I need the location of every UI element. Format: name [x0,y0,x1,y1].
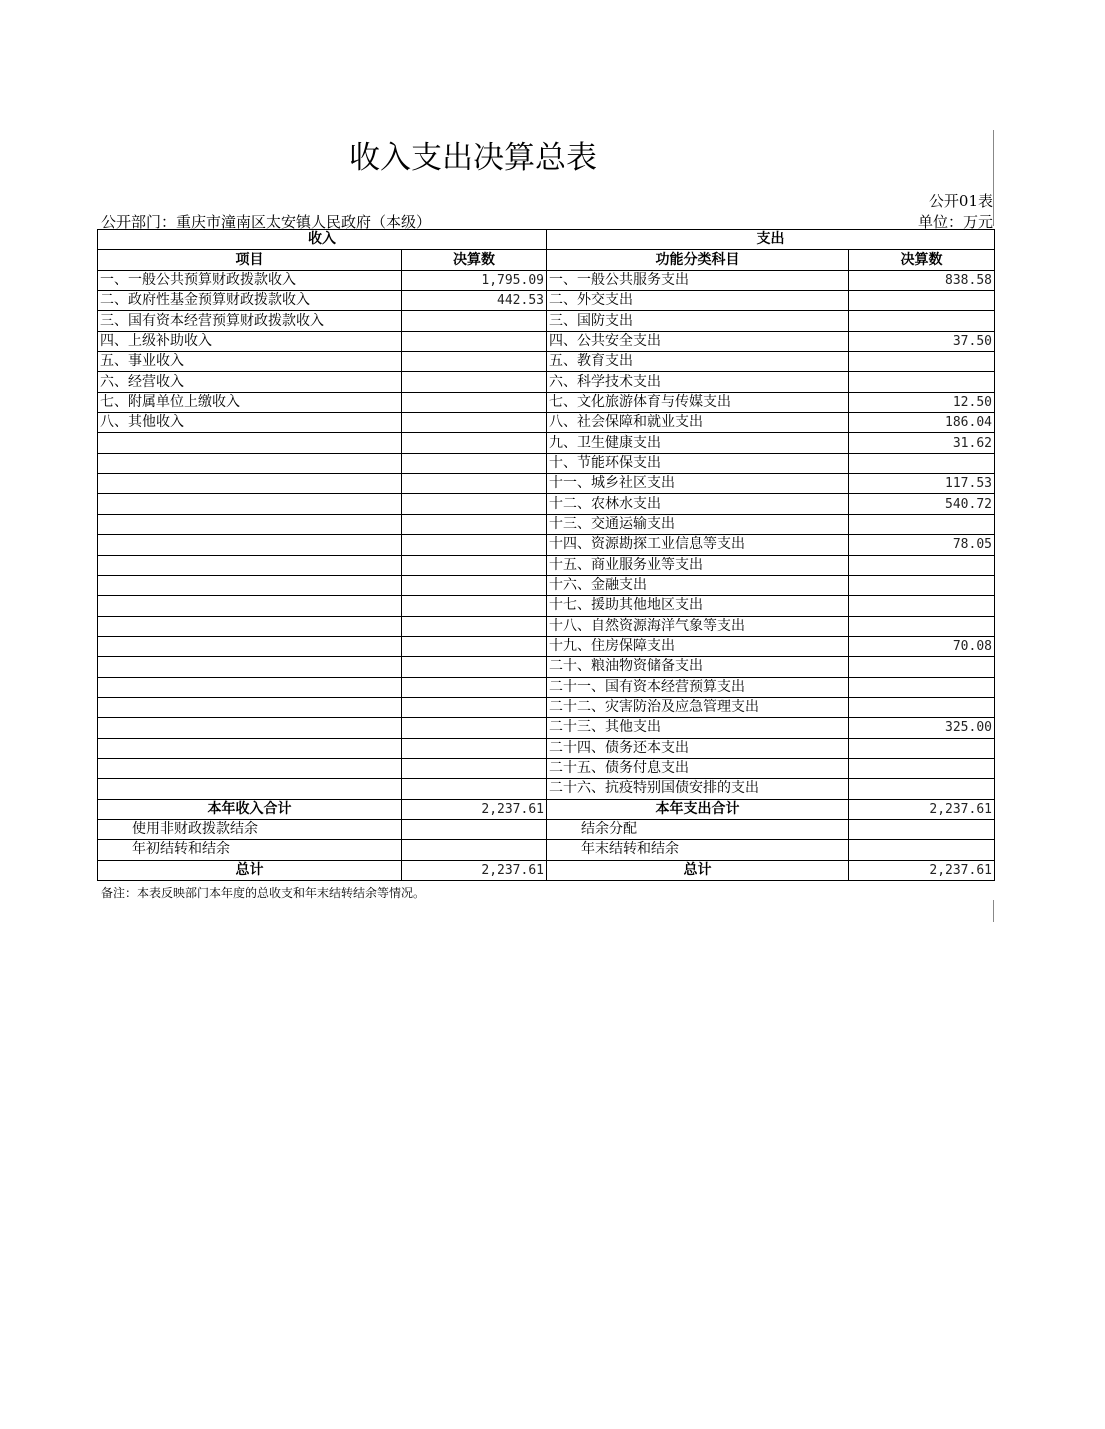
income-item-cell [98,677,402,697]
expense-item-cell: 四、公共安全支出 [547,331,849,351]
expense-amount-cell [849,616,995,636]
income-amount-cell [402,392,547,412]
surplus-dist-label: 结余分配 [547,819,849,839]
table-row [98,270,995,290]
expense-amount-cell [849,758,995,778]
income-total-label: 本年收入合计 [98,799,402,819]
page-edge-line-bottom [993,900,994,922]
table-row [98,352,995,372]
expense-item-cell: 十一、城乡社区支出 [547,474,849,494]
table-row [98,697,995,717]
income-item-cell [98,535,402,555]
expense-amount-cell: 325.00 [849,718,995,738]
table-row [98,575,995,595]
expense-item-cell: 十二、农林水支出 [547,494,849,514]
expense-amount-cell [849,677,995,697]
income-amount-cell [402,636,547,656]
expense-item-cell: 一、一般公共服务支出 [547,270,849,290]
expense-total-label: 本年支出合计 [547,799,849,819]
income-item-cell [98,474,402,494]
expense-amount-cell [849,514,995,534]
expense-amount-cell: 37.50 [849,331,995,351]
expense-amount-cell: 70.08 [849,636,995,656]
income-item-cell [98,738,402,758]
unused-balance-label: 使用非财政拨款结余 [98,819,402,839]
income-item-cell [98,514,402,534]
expense-item-cell: 二十四、债务还本支出 [547,738,849,758]
page-title: 收入支出决算总表 [349,140,597,176]
income-item-cell [98,636,402,656]
expense-amount-cell [849,596,995,616]
income-amount-cell [402,413,547,433]
table-row [98,758,995,778]
department-label: 公开部门：重庆市潼南区太安镇人民政府（本级） [101,213,432,231]
income-item-cell [98,494,402,514]
expense-item-cell: 二、外交支出 [547,291,849,311]
table-row [98,555,995,575]
income-item-cell [98,657,402,677]
expense-item-cell: 十四、资源勘探工业信息等支出 [547,535,849,555]
table-row [98,596,995,616]
header-row-columns [98,250,995,270]
income-header: 收入 [98,230,547,250]
expense-item-cell: 七、文化旅游体育与传媒支出 [547,392,849,412]
income-expense-table [97,229,995,881]
income-amount-cell [402,494,547,514]
amount2-header: 决算数 [849,250,995,270]
expense-item-cell: 二十三、其他支出 [547,718,849,738]
income-amount-cell [402,352,547,372]
expense-item-cell: 八、社会保障和就业支出 [547,413,849,433]
table-row [98,636,995,656]
income-item-cell [98,555,402,575]
income-amount-cell [402,738,547,758]
income-item-cell [98,779,402,799]
table-row [98,433,995,453]
amount-header: 决算数 [402,250,547,270]
expense-amount-cell [849,453,995,473]
expense-item-cell: 三、国防支出 [547,311,849,331]
income-amount-cell [402,372,547,392]
table-row [98,657,995,677]
func-category-header: 功能分类科目 [547,250,849,270]
expense-total-value: 2,237.61 [849,799,995,819]
expense-item-cell: 十六、金融支出 [547,575,849,595]
income-item-cell: 一、一般公共预算财政拨款收入 [98,270,402,290]
expense-amount-cell [849,311,995,331]
end-carry-value [849,840,995,860]
expense-item-cell: 十八、自然资源海洋气象等支出 [547,616,849,636]
expense-amount-cell [849,657,995,677]
grand-total-label-left: 总计 [98,860,402,880]
table-row [98,514,995,534]
expense-amount-cell [849,372,995,392]
begin-carry-value [402,840,547,860]
expense-amount-cell: 117.53 [849,474,995,494]
table-row [98,535,995,555]
income-amount-cell [402,311,547,331]
income-item-cell [98,596,402,616]
expense-item-cell: 二十二、灾害防治及应急管理支出 [547,697,849,717]
income-amount-cell [402,575,547,595]
income-item-cell [98,616,402,636]
table-code: 公开01表 [928,192,993,210]
income-amount-cell: 442.53 [402,291,547,311]
income-item-cell [98,697,402,717]
table-row [98,474,995,494]
end-carry-label: 年末结转和结余 [547,840,849,860]
unused-balance-value [402,819,547,839]
surplus-dist-value [849,819,995,839]
income-amount-cell: 1,795.09 [402,270,547,290]
begin-carry-label: 年初结转和结余 [98,840,402,860]
income-item-cell: 三、国有资本经营预算财政拨款收入 [98,311,402,331]
table-row [98,372,995,392]
expense-item-cell: 十三、交通运输支出 [547,514,849,534]
expense-amount-cell [849,291,995,311]
item-header: 项目 [98,250,402,270]
expense-amount-cell [849,575,995,595]
table-row [98,779,995,799]
grand-total-label-right: 总计 [547,860,849,880]
income-amount-cell [402,514,547,534]
carry-row [98,840,995,860]
table-row [98,291,995,311]
expense-amount-cell [849,779,995,799]
table-row [98,392,995,412]
income-amount-cell [402,453,547,473]
income-item-cell: 四、上级补助收入 [98,331,402,351]
income-item-cell [98,453,402,473]
table-row [98,718,995,738]
expense-amount-cell: 12.50 [849,392,995,412]
footnote: 备注：本表反映部门本年度的总收支和年末结转结余等情况。 [101,886,426,900]
income-item-cell: 六、经营收入 [98,372,402,392]
income-amount-cell [402,697,547,717]
income-amount-cell [402,474,547,494]
income-amount-cell [402,596,547,616]
expense-item-cell: 二十六、抗疫特别国债安排的支出 [547,779,849,799]
expense-item-cell: 九、卫生健康支出 [547,433,849,453]
table-row [98,331,995,351]
expense-item-cell: 五、教育支出 [547,352,849,372]
expense-amount-cell: 540.72 [849,494,995,514]
table-row [98,677,995,697]
income-item-cell: 二、政府性基金预算财政拨款收入 [98,291,402,311]
income-item-cell: 五、事业收入 [98,352,402,372]
table-row [98,616,995,636]
income-amount-cell [402,779,547,799]
expense-amount-cell: 78.05 [849,535,995,555]
year-total-row [98,799,995,819]
income-amount-cell [402,657,547,677]
expense-item-cell: 十、节能环保支出 [547,453,849,473]
expense-amount-cell: 31.62 [849,433,995,453]
income-total-value: 2,237.61 [402,799,547,819]
income-amount-cell [402,718,547,738]
grand-total-value-left: 2,237.61 [402,860,547,880]
expense-amount-cell: 186.04 [849,413,995,433]
expense-item-cell: 二十一、国有资本经营预算支出 [547,677,849,697]
balance-row [98,819,995,839]
income-amount-cell [402,677,547,697]
expense-amount-cell [849,738,995,758]
table-row [98,738,995,758]
expense-item-cell: 十七、援助其他地区支出 [547,596,849,616]
grand-total-row [98,860,995,880]
income-amount-cell [402,433,547,453]
expense-amount-cell: 838.58 [849,270,995,290]
income-amount-cell [402,555,547,575]
expense-item-cell: 二十、粮油物资储备支出 [547,657,849,677]
table-row [98,494,995,514]
table-row [98,453,995,473]
page-edge-line-top [993,130,994,226]
unit-label: 单位：万元 [917,213,993,231]
income-amount-cell [402,331,547,351]
income-item-cell [98,758,402,778]
expense-amount-cell [849,555,995,575]
income-item-cell [98,433,402,453]
grand-total-value-right: 2,237.61 [849,860,995,880]
income-item-cell: 七、附属单位上缴收入 [98,392,402,412]
expense-amount-cell [849,352,995,372]
income-amount-cell [402,616,547,636]
income-item-cell: 八、其他收入 [98,413,402,433]
header-row-group [98,230,995,250]
expense-item-cell: 十九、住房保障支出 [547,636,849,656]
table-row [98,413,995,433]
income-item-cell [98,575,402,595]
income-amount-cell [402,758,547,778]
expense-item-cell: 六、科学技术支出 [547,372,849,392]
expense-item-cell: 二十五、债务付息支出 [547,758,849,778]
expense-amount-cell [849,697,995,717]
table-row [98,311,995,331]
expense-item-cell: 十五、商业服务业等支出 [547,555,849,575]
expense-header: 支出 [547,230,995,250]
income-item-cell [98,718,402,738]
income-amount-cell [402,535,547,555]
